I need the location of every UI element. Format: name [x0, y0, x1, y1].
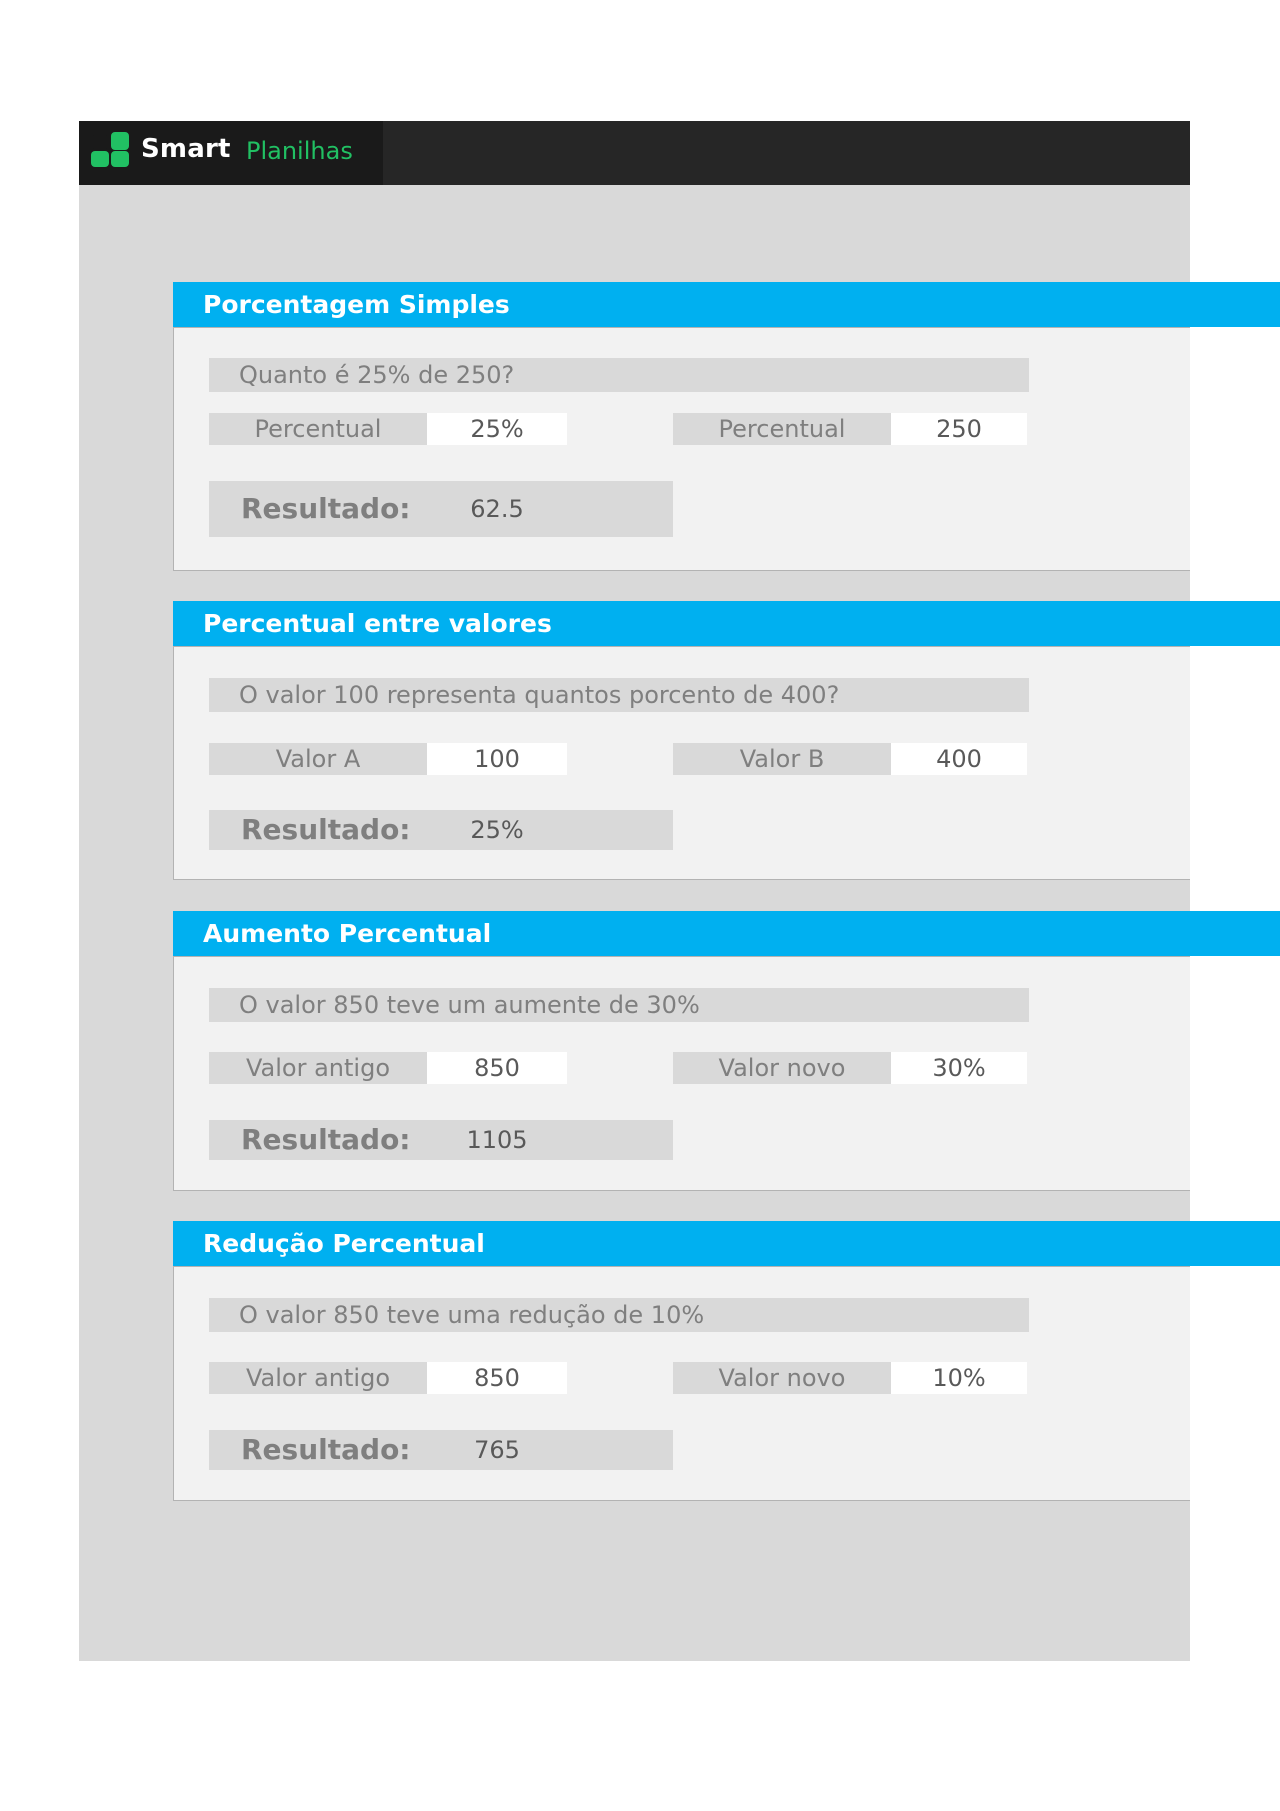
result-box — [209, 481, 673, 537]
label-b: Valor B — [673, 743, 891, 775]
question-text: Quanto é 25% de 250? — [209, 358, 1029, 392]
result-value: 62.5 — [470, 495, 524, 523]
label-b: Percentual — [673, 413, 891, 445]
result-box — [209, 810, 673, 850]
input-value-a[interactable]: 850 — [427, 1362, 567, 1394]
input-value-b[interactable]: 400 — [891, 743, 1027, 775]
logo-square-icon — [91, 135, 109, 149]
question-text: O valor 850 teve uma redução de 10% — [209, 1298, 1029, 1332]
logo — [79, 121, 383, 185]
logo-square-icon — [111, 132, 129, 150]
logo-square-icon — [111, 151, 129, 167]
section-card — [173, 1266, 1190, 1501]
result-label: Resultado: — [241, 1433, 411, 1466]
section-header-percentual-entre-valores: Percentual entre valores — [173, 601, 1280, 646]
label-a: Valor antigo — [209, 1052, 427, 1084]
section-header-aumento-percentual: Aumento Percentual — [173, 911, 1280, 956]
result-label: Resultado: — [241, 813, 411, 846]
result-label: Resultado: — [241, 1123, 411, 1156]
input-value-b[interactable]: 10% — [891, 1362, 1027, 1394]
result-value: 1105 — [466, 1126, 528, 1154]
label-a: Valor antigo — [209, 1362, 427, 1394]
result-label: Resultado: — [241, 492, 411, 525]
question-text: O valor 100 representa quantos porcento de 400? — [209, 678, 1029, 712]
result-value: 25% — [470, 816, 524, 844]
logo-square-icon — [91, 151, 109, 167]
logo-text-planilhas: Planilhas — [246, 137, 353, 165]
result-box — [209, 1120, 673, 1160]
label-a: Percentual — [209, 413, 427, 445]
label-b: Valor novo — [673, 1052, 891, 1084]
top-bar — [79, 121, 1190, 185]
section-card — [173, 646, 1190, 880]
section-card — [173, 327, 1190, 571]
input-value-b[interactable]: 250 — [891, 413, 1027, 445]
input-value-a[interactable]: 25% — [427, 413, 567, 445]
section-header-reducao-percentual: Redução Percentual — [173, 1221, 1280, 1266]
logo-text-smart: Smart — [141, 134, 231, 164]
label-a: Valor A — [209, 743, 427, 775]
input-value-a[interactable]: 100 — [427, 743, 567, 775]
spreadsheet-page — [79, 121, 1190, 1661]
question-text: O valor 850 teve um aumente de 30% — [209, 988, 1029, 1022]
input-value-a[interactable]: 850 — [427, 1052, 567, 1084]
result-value: 765 — [474, 1436, 520, 1464]
result-box — [209, 1430, 673, 1470]
input-value-b[interactable]: 30% — [891, 1052, 1027, 1084]
section-card — [173, 956, 1190, 1191]
label-b: Valor novo — [673, 1362, 891, 1394]
section-header-porcentagem-simples: Porcentagem Simples — [173, 282, 1280, 327]
